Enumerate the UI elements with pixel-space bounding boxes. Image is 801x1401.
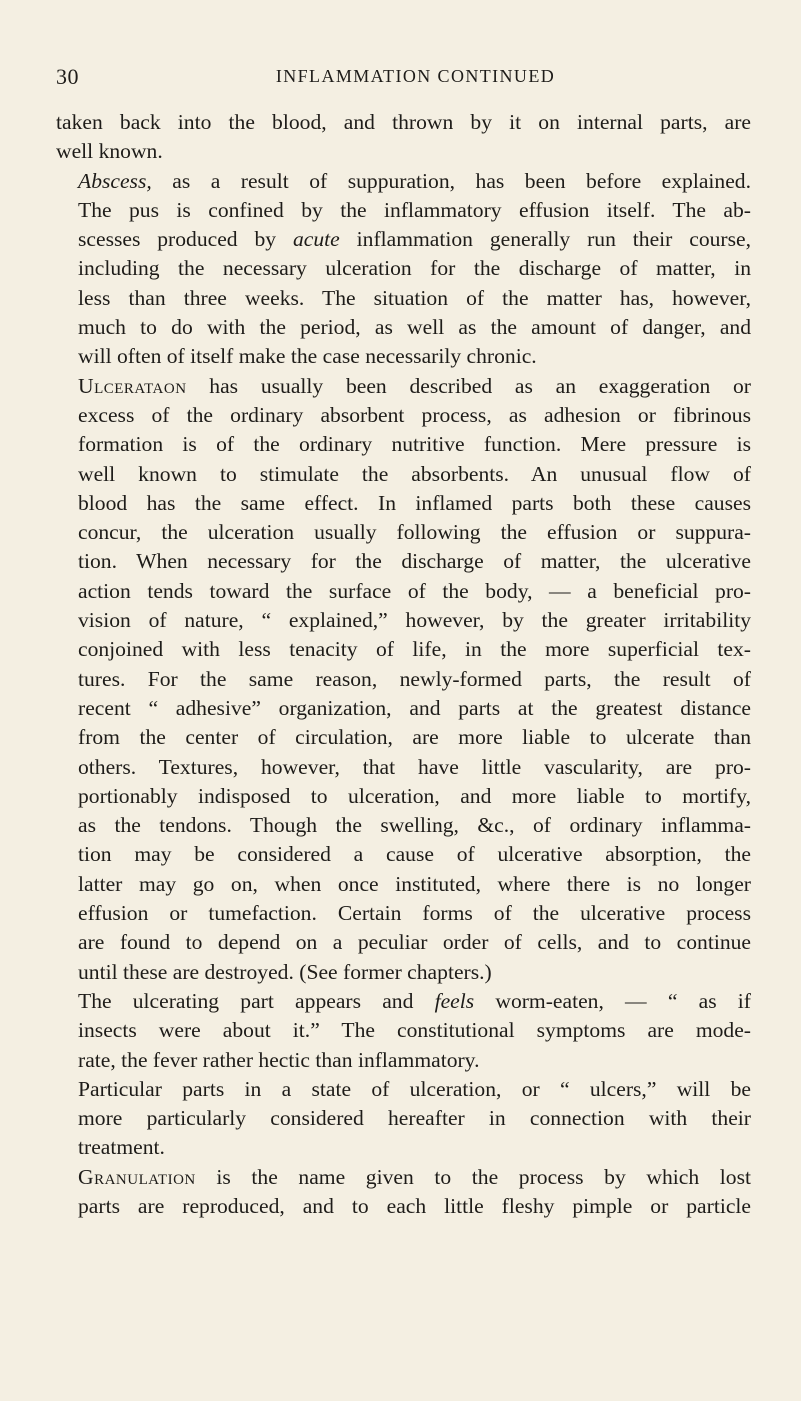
text-line: The ulcerating part appears and feels worm-eaten, — “ as if [78,988,751,1013]
text-line: Abscess, as a result of suppuration, has been before explained. [78,168,751,193]
text-line: tures. For the same reason, newly-formed parts, the result of [78,666,751,691]
text-line: scesses produced by acute inflammation generally run their course, [78,227,751,252]
text-line: recent “ adhesive” organization, and parts at the greatest distance [78,695,751,720]
text-line: Ulcerataon has usually been described as an exaggeration or [78,373,751,398]
text-line: tion may be considered a cause of ulcerative absorption, the [78,842,751,867]
body-text [56,108,751,1221]
paragraph-granulation [56,1163,751,1222]
text-line: as the tendons. Though the swelling, &c., of ordinary inflamma- [78,813,751,838]
text-line: will often of itself make the case necessarily chronic. [78,344,537,369]
text-line: vision of nature, “ explained,” however, by the greater irritability [78,608,751,633]
text-line: from the center of circulation, are more liable to ulcerate than [78,725,751,750]
text-line: parts are reproduced, and to each little fleshy pimple or particle [78,1193,751,1218]
term-feels: feels [434,988,475,1013]
text-line: formation is of the ordinary nutritive function. Mere pressure is [78,432,751,457]
term-ulceration: Ulcerataon [78,373,187,398]
text-line: effusion or tumefaction. Certain forms of the ulcerative process [78,901,751,926]
text-line: conjoined with less tenacity of life, in the more superficial tex- [78,637,751,662]
text-line: others. Textures, however, that have little vascularity, are pro- [78,754,751,779]
term-abscess: Abscess, [78,168,152,193]
text-line: including the necessary ulceration for the discharge of matter, in [78,256,751,281]
text-line: blood has the same effect. In inflamed parts both these causes [78,490,751,515]
text-line: well known to stimulate the absorbents. An unusual flow of [78,461,751,486]
text-line: insects were about it.” The constitutional symptoms are mode- [78,1018,751,1043]
paragraph-ulceration [56,372,751,987]
text-line: well known. [56,139,163,164]
term-acute: acute [292,227,340,252]
text-line: much to do with the period, as well as the amount of danger, and [78,315,751,340]
text-line: latter may go on, when once instituted, where there is no longer [78,871,751,896]
text-line: concur, the ulceration usually following the effusion or suppura- [78,520,751,545]
text-line: action tends toward the surface of the body, — a beneficial pro- [78,578,751,603]
text-line: are found to depend on a peculiar order of cells, and to continue [78,930,751,955]
text-line: treatment. [78,1135,165,1160]
running-head [56,64,751,94]
running-title: INFLAMMATION CONTINUED [275,66,556,86]
text-line: portionably indisposed to ulceration, and more liable to mortify, [78,783,751,808]
paragraph-ulcerating-part [56,987,751,1075]
text-line: rate, the fever rather hectic than inflammatory. [78,1047,480,1072]
text-line: excess of the ordinary absorbent process, as adhesion or fibrinous [78,402,751,427]
paragraph-abscess [56,167,751,372]
page-number: 30 [56,64,79,89]
text-line: The pus is confined by the inflammatory effusion itself. The ab- [78,197,751,222]
text-line: more particularly considered hereafter in connection with their [78,1106,751,1131]
text-line: less than three weeks. The situation of the matter has, however, [78,285,751,310]
text-line: taken back into the blood, and thrown by it on internal parts, are [56,110,751,134]
text-line: tion. When necessary for the discharge of matter, the ulcerative [78,549,751,574]
text-line: Granulation is the name given to the process by which lost [78,1164,751,1189]
paragraph-1 [56,108,751,167]
text-line: Particular parts in a state of ulceration, or “ ulcers,” will be [78,1076,751,1101]
paragraph-particular-parts [56,1075,751,1163]
term-granulation: Granulation [78,1164,196,1189]
text-line: until these are destroyed. (See former chapters.) [78,959,492,984]
